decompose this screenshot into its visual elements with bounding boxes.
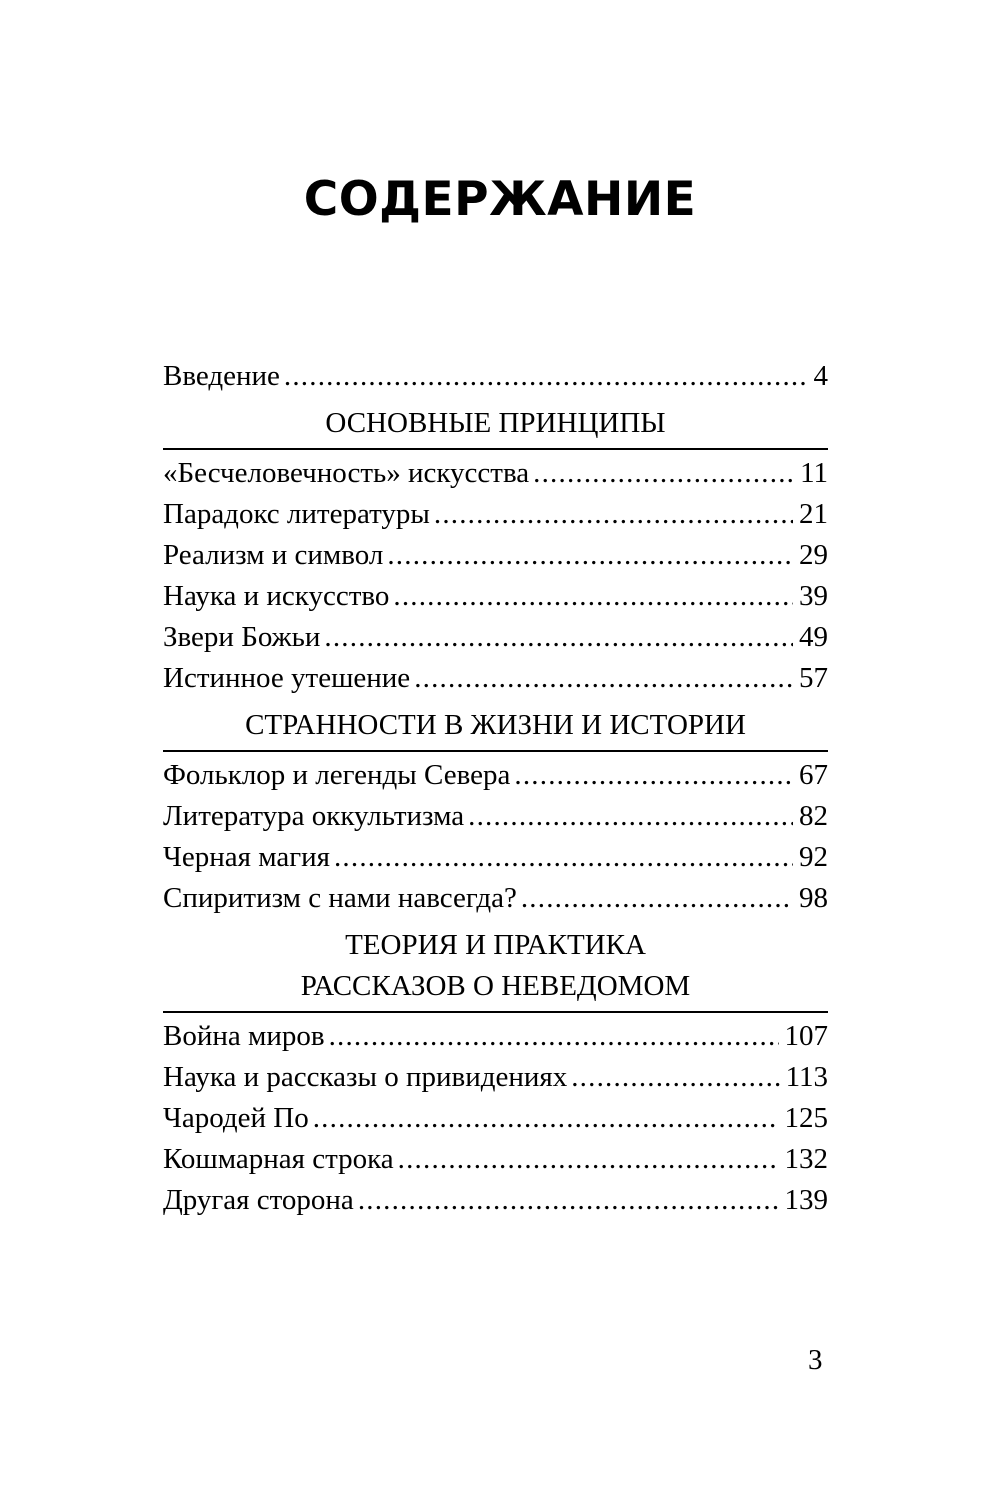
page-title: СОДЕРЖАНИЕ	[303, 172, 697, 227]
dot-leader	[434, 494, 793, 535]
toc-section-principles	[163, 403, 828, 699]
toc-section-oddities	[163, 705, 828, 919]
toc-entry-title: Парадокс литературы	[163, 498, 430, 530]
toc-entry-title: Черная магия	[163, 841, 330, 873]
section-heading-line: РАССКАЗОВ О НЕВЕДОМОМ	[300, 970, 691, 1002]
section-heading	[163, 925, 828, 1013]
dot-leader	[533, 453, 794, 494]
dot-leader	[329, 1016, 779, 1057]
section-heading-line: ОСНОВНЫЕ ПРИНЦИПЫ	[325, 407, 666, 439]
toc-entry-page: 113	[785, 1061, 828, 1093]
dot-leader	[334, 837, 793, 878]
toc-entry-page: 39	[799, 580, 828, 612]
toc-entry[interactable]	[163, 658, 828, 699]
table-of-contents	[163, 356, 828, 1221]
page-number: 3	[808, 1344, 823, 1376]
toc-entry-title: «Бесчеловечность» искусства	[163, 457, 530, 489]
toc-entry[interactable]	[163, 1057, 828, 1098]
toc-entry[interactable]	[163, 535, 828, 576]
toc-entry-page: 139	[784, 1184, 828, 1216]
toc-entry-page: 98	[799, 882, 828, 914]
toc-entry-title: Спиритизм с нами навсегда?	[163, 882, 517, 914]
dot-leader	[393, 576, 793, 617]
toc-entry[interactable]	[163, 878, 828, 919]
toc-entry[interactable]	[163, 837, 828, 878]
toc-entry-title: Кошмарная строка	[163, 1143, 394, 1175]
toc-entry-title: Литература оккультизма	[163, 800, 465, 832]
dot-leader	[521, 878, 793, 919]
dot-leader	[313, 1098, 779, 1139]
toc-entry-intro[interactable]	[163, 356, 828, 397]
toc-entry-title: Другая сторона	[163, 1184, 354, 1216]
toc-entry[interactable]	[163, 453, 828, 494]
section-heading-line: СТРАННОСТИ В ЖИЗНИ И ИСТОРИИ	[245, 709, 746, 741]
toc-section-theory	[163, 925, 828, 1221]
toc-entry-page: 132	[784, 1143, 828, 1175]
toc-entry-page: 107	[784, 1020, 828, 1052]
toc-entry-page: 4	[813, 360, 828, 392]
section-heading	[163, 403, 828, 450]
dot-leader	[414, 658, 793, 699]
toc-entry-page: 57	[799, 662, 828, 694]
toc-entry[interactable]	[163, 576, 828, 617]
toc-entry-title: Реализм и символ	[163, 539, 384, 571]
dot-leader	[398, 1139, 779, 1180]
dot-leader	[358, 1180, 779, 1221]
toc-entry-title: Война миров	[163, 1020, 325, 1052]
toc-entry-title: Наука и искусство	[163, 580, 390, 612]
toc-entry-page: 29	[799, 539, 828, 571]
toc-entry[interactable]	[163, 1180, 828, 1221]
toc-entry-page: 92	[799, 841, 828, 873]
toc-entry-page: 82	[799, 800, 828, 832]
section-heading-line: ТЕОРИЯ И ПРАКТИКА	[345, 929, 646, 961]
toc-entry[interactable]	[163, 1016, 828, 1057]
toc-entry-title: Истинное утешение	[163, 662, 411, 694]
toc-entry-title: Фольклор и легенды Севера	[163, 759, 511, 791]
section-heading	[163, 705, 828, 752]
toc-entry-title: Наука и рассказы о привидениях	[163, 1061, 568, 1093]
toc-entry-page: 67	[799, 759, 828, 791]
toc-entry[interactable]	[163, 494, 828, 535]
toc-entry[interactable]	[163, 1139, 828, 1180]
toc-entry[interactable]	[163, 617, 828, 658]
toc-entry-page: 125	[784, 1102, 828, 1134]
toc-entry-title: Звери Божьи	[163, 621, 321, 653]
dot-leader	[387, 535, 793, 576]
toc-entry-page: 21	[799, 498, 828, 530]
toc-entry[interactable]	[163, 755, 828, 796]
toc-entry-page: 49	[799, 621, 828, 653]
toc-entry-title: Введение	[163, 360, 280, 392]
dot-leader	[514, 755, 793, 796]
toc-entry[interactable]	[163, 1098, 828, 1139]
toc-entry-title: Чародей По	[163, 1102, 309, 1134]
dot-leader	[571, 1057, 779, 1098]
dot-leader	[468, 796, 793, 837]
toc-entry-page: 11	[800, 457, 828, 489]
dot-leader	[324, 617, 793, 658]
dot-leader	[284, 356, 808, 397]
toc-entry[interactable]	[163, 796, 828, 837]
